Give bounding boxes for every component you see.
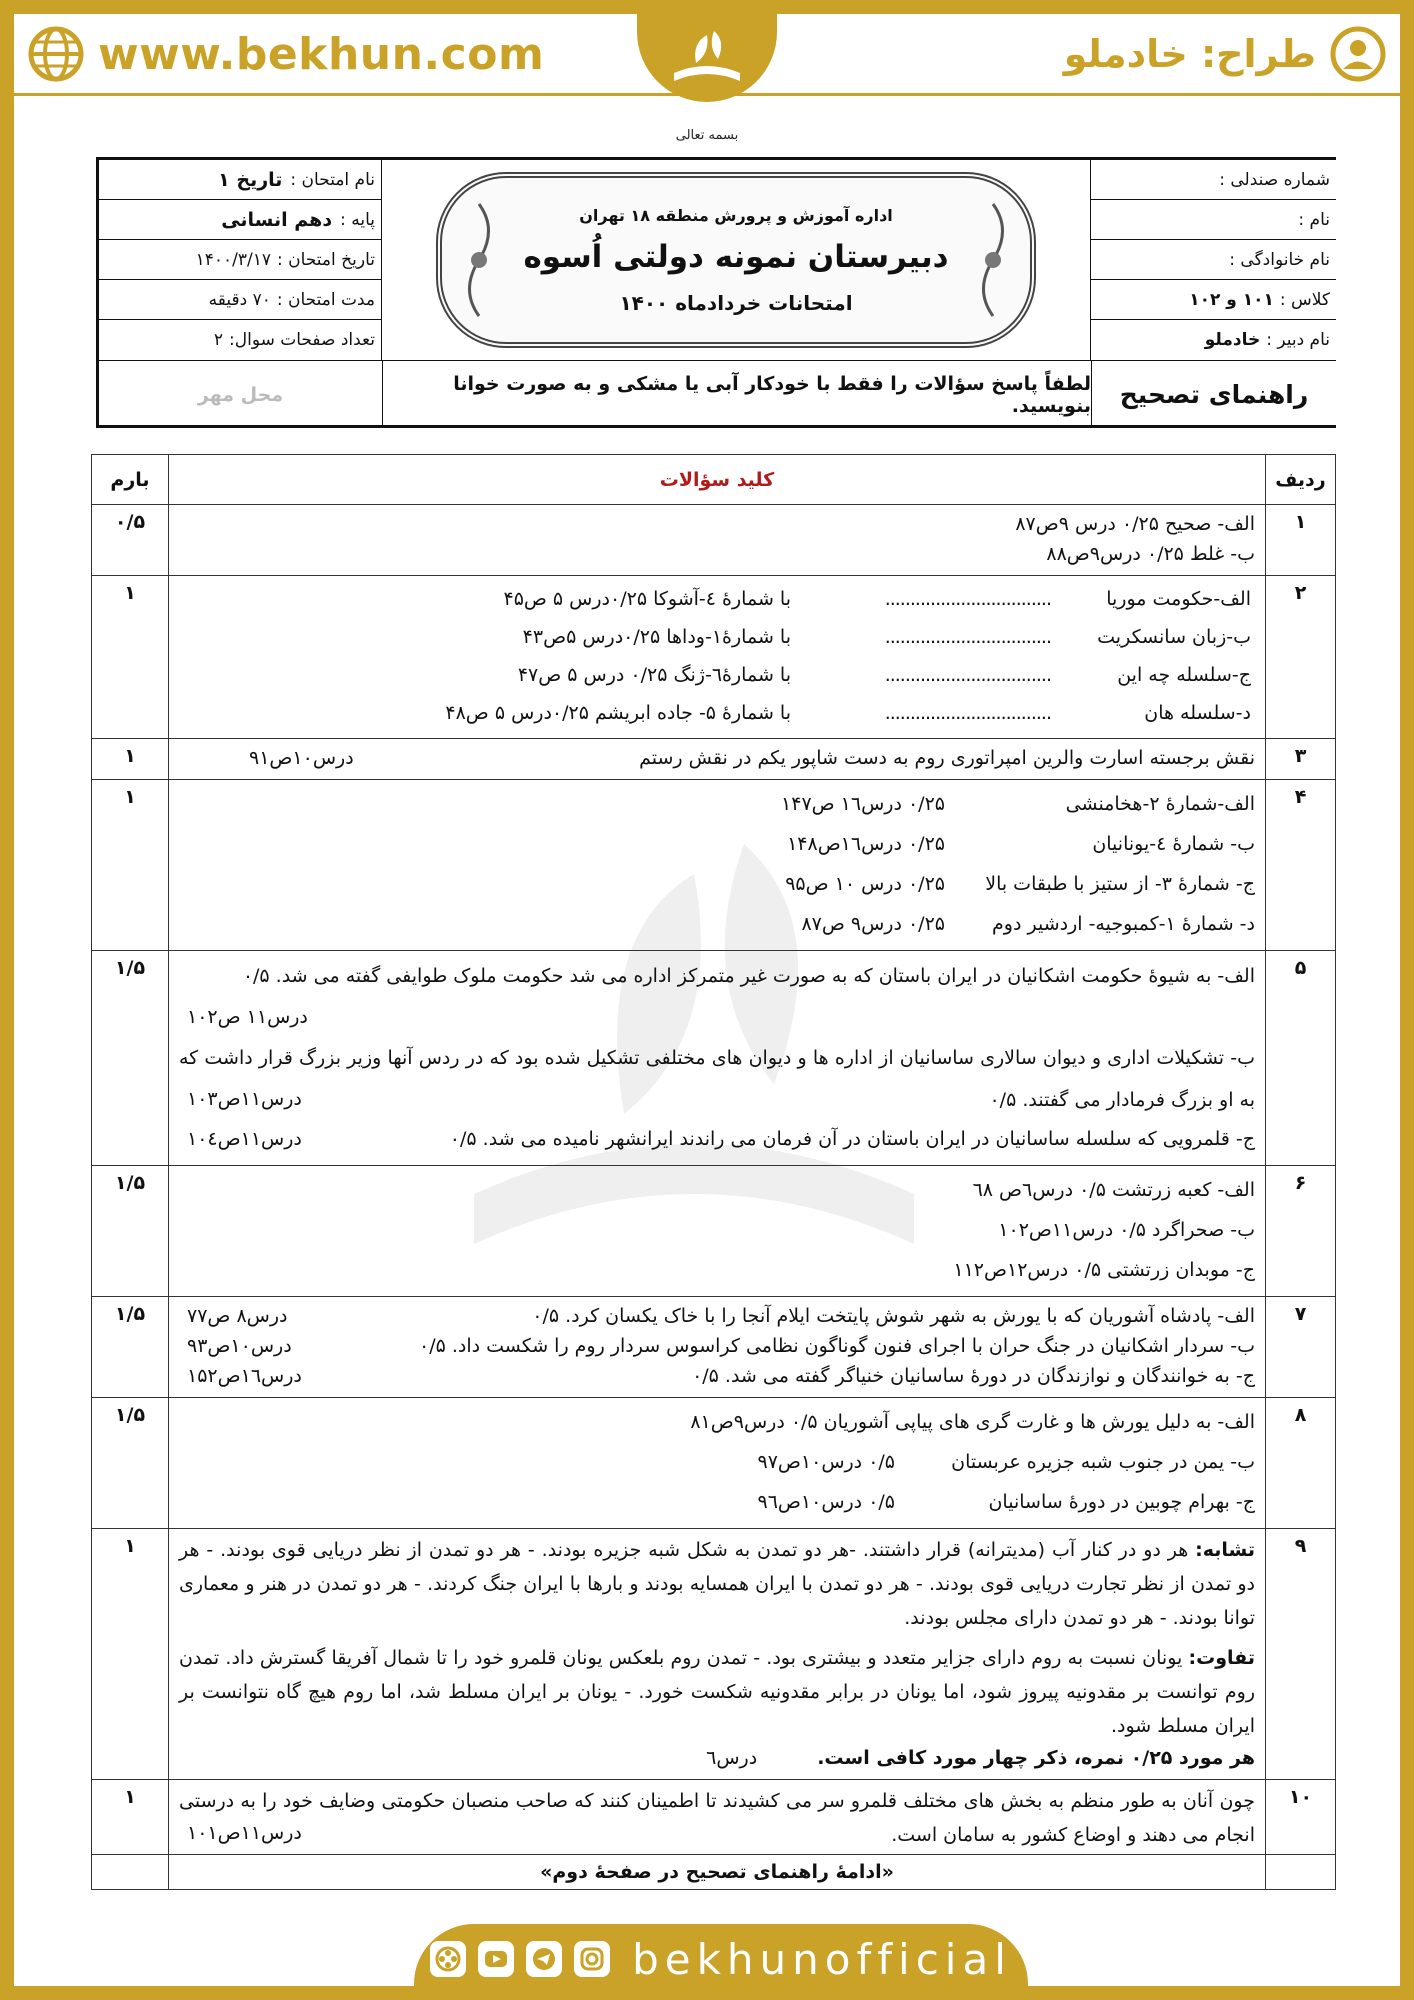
row-number: ۳ xyxy=(1266,739,1336,780)
ornament-icon xyxy=(456,200,502,320)
answer-line: ب- غلط ۰/۲۵ درس۹ص۸۸ xyxy=(1046,543,1255,565)
book-logo-icon xyxy=(662,23,752,93)
website-link[interactable] xyxy=(28,26,544,82)
answer-line: ب- صحراگرد ۰/۵ درس۱۱ص۱۰۲ xyxy=(998,1219,1255,1241)
answer-cell xyxy=(169,1297,1266,1398)
row-score: ۱ xyxy=(92,739,169,780)
difference-text: یونان نسبت به روم دارای جزایر متعدد و بیشتری بود. - تمدن روم بلعکس یونان قلمرو خود را تا شمال آفریقا گسترش داد. تمدن روم توانست بر مقدونیه پیروز شود، اما یونان در برابر مقدونیه شکست خورد. - یونان بر ایران مسلط شد، اما روم هیچ گاه نتوانست بر ایران مسلط شود. xyxy=(179,1647,1255,1737)
stamp-place: محل مهر xyxy=(197,383,284,406)
row-number: ۵ xyxy=(1266,951,1336,1166)
student-info xyxy=(1091,160,1336,360)
lesson-ref: درس۱۱ص۱۰٤ xyxy=(187,1128,302,1150)
row-score: ۱ xyxy=(92,780,169,951)
table-row xyxy=(92,1855,1336,1890)
answer-cell xyxy=(169,1780,1266,1855)
last-name-field: نام خانوادگی : xyxy=(1091,240,1336,280)
table-header xyxy=(92,455,1336,505)
answer-line: الف- صحیح ۰/۲۵ درس ۹ص۸۷ xyxy=(1015,513,1255,535)
answer-item: الف-شمارۀ ۲-هخامنشی xyxy=(1065,793,1255,815)
first-name-field: نام : xyxy=(1091,200,1336,240)
table-row xyxy=(92,1398,1336,1529)
school-banner xyxy=(382,160,1091,360)
guide-title: راهنمای تصحیح xyxy=(1091,361,1336,428)
answer-line: ب- تشکیلات اداری و دیوان سالاری ساسانیان از اداره ها و دیوان های مختلفی تشکیل شده بود که در ردس آنها وزیر بزرگ قرار داشت که به او بزرگ فرمادار می گفتند. ۰/۵ xyxy=(179,1047,1255,1111)
answer-line: الف- پادشاه آشوریان که با یورش به شهر شوش پایتخت ایلام آنجا را با خاک یکسان کرد. ۰/۵ xyxy=(532,1305,1255,1327)
exam-details xyxy=(99,160,382,360)
brand-logo xyxy=(637,14,777,102)
school-name: دبیرستان نمونه دولتی اُسوه xyxy=(523,238,949,275)
table-row xyxy=(92,1297,1336,1398)
lesson-ref: درس۱۱ص۱۰۳ xyxy=(187,1088,302,1110)
lesson-ref: درس۱۰ص۹۳ xyxy=(187,1335,292,1357)
exam-date-field: تاریخ امتحان : ۱۴۰۰/۳/۱۷ xyxy=(99,240,381,280)
instruction-text: لطفاً پاسخ سؤالات را فقط با خودکار آبی یا مشکی و به صورت خوانا بنویسید. xyxy=(382,361,1091,428)
answer-cell xyxy=(169,1529,1266,1780)
globe-icon xyxy=(28,26,84,82)
header-title: کلید سؤالات xyxy=(169,455,1266,505)
answer-match: با شمارۀ ٤-آشوکا ۰/۲۵درس ۵ ص۴۵ xyxy=(503,588,791,610)
answer-line: ب- سردار اشکانیان در جنگ حران با اجرای فنون گوناگون نظامی کراسوس سردار روم را شکست داد. ۰/۵ xyxy=(418,1335,1255,1357)
answer-item: ب-زبان سانسکریت xyxy=(1097,626,1251,648)
row-number: ۴ xyxy=(1266,780,1336,951)
lesson-ref: درس۸ ص۷۷ xyxy=(187,1305,288,1327)
table-row xyxy=(92,505,1336,576)
exam-name-field: نام امتحان : تاریخ ۱ xyxy=(99,160,381,200)
table-row xyxy=(92,576,1336,739)
table-row xyxy=(92,1166,1336,1297)
row-score: ۰/۵ xyxy=(92,505,169,576)
seat-number-field: شماره صندلی : xyxy=(1091,160,1336,200)
row-number: ۱ xyxy=(1266,505,1336,576)
row-number: ۹ xyxy=(1266,1529,1336,1780)
answer-item: ج- شمارۀ ۳- از ستیز با طبقات بالا xyxy=(985,873,1255,895)
answer-line: نقش برجسته اسارت والرین امپراتوری روم به دست شاپور یکم در نقش رستم xyxy=(639,747,1255,769)
lesson-ref: ۰/۵ درس۱۰ص۹٦ xyxy=(757,1491,895,1513)
row-score: ۱/۵ xyxy=(92,951,169,1166)
row-number: ۱۰ xyxy=(1266,1780,1336,1855)
answer-item: ج-سلسله چه این xyxy=(1117,664,1251,686)
bismillah: بسمه تعالی xyxy=(675,128,739,143)
table-row xyxy=(92,1529,1336,1780)
row-score: ۱/۵ xyxy=(92,1398,169,1529)
lesson-ref: ۰/۲۵ درس ۱۰ ص۹۵ xyxy=(785,873,945,895)
answer-cell xyxy=(169,951,1266,1166)
answer-line: چون آنان به طور منظم به بخش های مختلف قلمرو سر می کشیدند تا اطمینان کنند که صاحب منصبان حکومتی وضایف خود را به درستی انجام می دهند و اوضاع کشور به سامان است. xyxy=(179,1790,1255,1846)
table-row xyxy=(92,739,1336,780)
lesson-ref: ۰/۲۵ درس۹ ص۸۷ xyxy=(801,913,945,935)
similarity-text: هر دو در کنار آب (مدیترانه) قرار داشتند. -هر دو تمدن به شکل شبه جزیره بودند. - هر دو تمدن از نظر دریایی قوی بودند. - هر دو تمدن از نظر تجارت دریایی قوی بودند. - هر دو تمدن با ایران همسایه بودند و بارها با ایران جنگ کردند. - هر دو تمدن در هنر و معماری توانا بودند. - هر دو تمدن دارای مجلس بودند. xyxy=(179,1539,1255,1629)
answer-line: الف- به شیوۀ حکومت اشکانیان در ایران باستان که به صورت غیر متمرکز اداره می شد حکومت ملوک طوایفی گفته می شد. ۰/۵ xyxy=(242,965,1255,987)
answer-item: د-سلسله هان xyxy=(1144,702,1251,724)
teacher-field: نام دبیر : خادملو xyxy=(1204,330,1330,350)
answer-line: ج- به خوانندگان و نوازندگان در دورۀ ساسانیان خنیاگر گفته می شد. ۰/۵ xyxy=(692,1365,1255,1387)
answer-line: الف- کعبه زرتشت ۰/۵ درس٦ص ٦۸ xyxy=(972,1179,1255,1201)
ornament-icon xyxy=(970,200,1016,320)
page-count-field: تعداد صفحات سوال: ۲ xyxy=(213,330,375,350)
similarity-label: تشابه: xyxy=(1195,1539,1256,1561)
row-number: ۲ xyxy=(1266,576,1336,739)
row-number: ۷ xyxy=(1266,1297,1336,1398)
row-number: ۸ xyxy=(1266,1398,1336,1529)
lesson-ref: درس۱۰ص۹۱ xyxy=(249,747,354,769)
telegram-icon[interactable] xyxy=(526,1941,562,1977)
answer-key-table xyxy=(91,454,1336,1890)
answer-line: ج- موبدان زرتشتی ۰/۵ درس۱۲ص۱۱۲ xyxy=(953,1259,1255,1281)
exam-term: امتحانات خردادماه ۱۴۰۰ xyxy=(619,290,853,315)
answer-cell xyxy=(169,739,1266,780)
lesson-ref: ۰/۲۵ درس۱٦ ص۱۴۷ xyxy=(781,793,945,815)
header-radif: ردیف xyxy=(1266,455,1336,505)
answer-cell xyxy=(169,1398,1266,1529)
difference-label: تفاوت: xyxy=(1188,1647,1255,1669)
scoring-note: هر مورد ۰/۲۵ نمره، ذکر چهار مورد کافی است. xyxy=(817,1747,1255,1769)
page xyxy=(14,14,1400,1986)
table-row xyxy=(92,951,1336,1166)
aparat-icon[interactable] xyxy=(430,1941,466,1977)
top-banner xyxy=(14,14,1400,96)
lesson-ref: ۰/۲۵ درس۱٦ص۱۴۸ xyxy=(787,833,945,855)
youtube-icon[interactable] xyxy=(478,1941,514,1977)
designer-credit xyxy=(1064,26,1386,82)
instagram-icon[interactable] xyxy=(574,1941,610,1977)
row-score: ۱ xyxy=(92,1780,169,1855)
answer-line: الف- به دلیل یورش ها و غارت گری های پیاپی آشوریان ۰/۵ درس۹ص۸۱ xyxy=(690,1411,1255,1433)
department-name: اداره آموزش و پرورش منطقه ۱۸ تهران xyxy=(579,205,893,225)
row-number: ۶ xyxy=(1266,1166,1336,1297)
lesson-ref: درس۱۱ ص۱۰۲ xyxy=(187,1006,308,1028)
answer-item: الف-حکومت موریا xyxy=(1106,588,1251,610)
answer-match: با شمارۀ ۵- جاده ابریشم ۰/۲۵درس ۵ ص۴۸ xyxy=(445,702,791,724)
answer-match: با شمارۀ۱-وداها ۰/۲۵درس ۵ص۴۳ xyxy=(522,626,791,648)
social-handle[interactable]: bekhunofficial xyxy=(632,1934,1012,1984)
answer-item: ب- شمارۀ ٤-یونانیان xyxy=(1092,833,1255,855)
row-score: ۱ xyxy=(92,576,169,739)
answer-line: ب- یمن در جنوب شبه جزیره عربستان xyxy=(951,1451,1255,1473)
lesson-ref: درس۱۱ص۱۰۱ xyxy=(187,1822,302,1844)
row-score: ۱/۵ xyxy=(92,1297,169,1398)
lesson-ref: درس۱٦ص۱۵۲ xyxy=(187,1365,302,1387)
social-footer xyxy=(414,1924,1028,1994)
table-row xyxy=(92,1780,1336,1855)
answer-match: با شمارۀ٦-ژنگ ۰/۲۵ درس ۵ ص۴۷ xyxy=(517,664,791,686)
header-score: بارم xyxy=(92,455,169,505)
duration-field: مدت امتحان : ۷۰ دقیقه xyxy=(99,280,381,320)
exam-info-box xyxy=(96,157,1336,428)
class-field: کلاس : ۱۰۱ و ۱۰۲ xyxy=(1091,280,1336,320)
answer-cell xyxy=(169,780,1266,951)
table-row xyxy=(92,780,1336,951)
answer-line: ج- قلمرویی که سلسله ساسانیان در ایران باستان در آن فرمان می راندند ایرانشهر نامیده می شد. ۰/۵ xyxy=(449,1128,1255,1150)
row-score: ۱ xyxy=(92,1529,169,1780)
answer-cell xyxy=(169,505,1266,576)
lesson-ref: ۰/۵ درس۱۰ص۹۷ xyxy=(757,1451,895,1473)
grade-field: پایه : دهم انسانی xyxy=(99,200,381,240)
designer-text: طراح: خادملو xyxy=(1063,32,1316,76)
user-icon xyxy=(1330,26,1386,82)
answer-line: ج- بهرام چوبین در دورۀ ساسانیان xyxy=(988,1491,1255,1513)
ornamental-frame xyxy=(436,172,1036,348)
info-bottom-row xyxy=(99,360,1336,428)
continuation-note: «ادامۀ راهنمای تصحیح در صفحۀ دوم» xyxy=(169,1855,1266,1890)
answer-cell: الف-حکومت موریا ................................. با شمارۀ ٤-آشوکا ۰/۲۵درس ۵ ص۴۵ ب-زبان سانسکریت ................................. با شمارۀ۱-وداها ۰/۲۵درس ۵ص۴۳ ج-سلسله چه این ................................. با شمارۀ٦-ژنگ ۰/۲۵ درس ۵ ص۴۷ د-سلسله هان ................................. با شمارۀ ۵- جاده ابریشم ۰/۲۵درس ۵ ص۴۸ xyxy=(169,576,1266,739)
website-text: www.bekhun.com xyxy=(98,28,545,80)
answer-item: د- شمارۀ ۱-کمبوجیه- اردشیر دوم xyxy=(992,913,1255,935)
answer-cell xyxy=(169,1166,1266,1297)
lesson-ref: درس٦ xyxy=(706,1747,758,1769)
row-score: ۱/۵ xyxy=(92,1166,169,1297)
